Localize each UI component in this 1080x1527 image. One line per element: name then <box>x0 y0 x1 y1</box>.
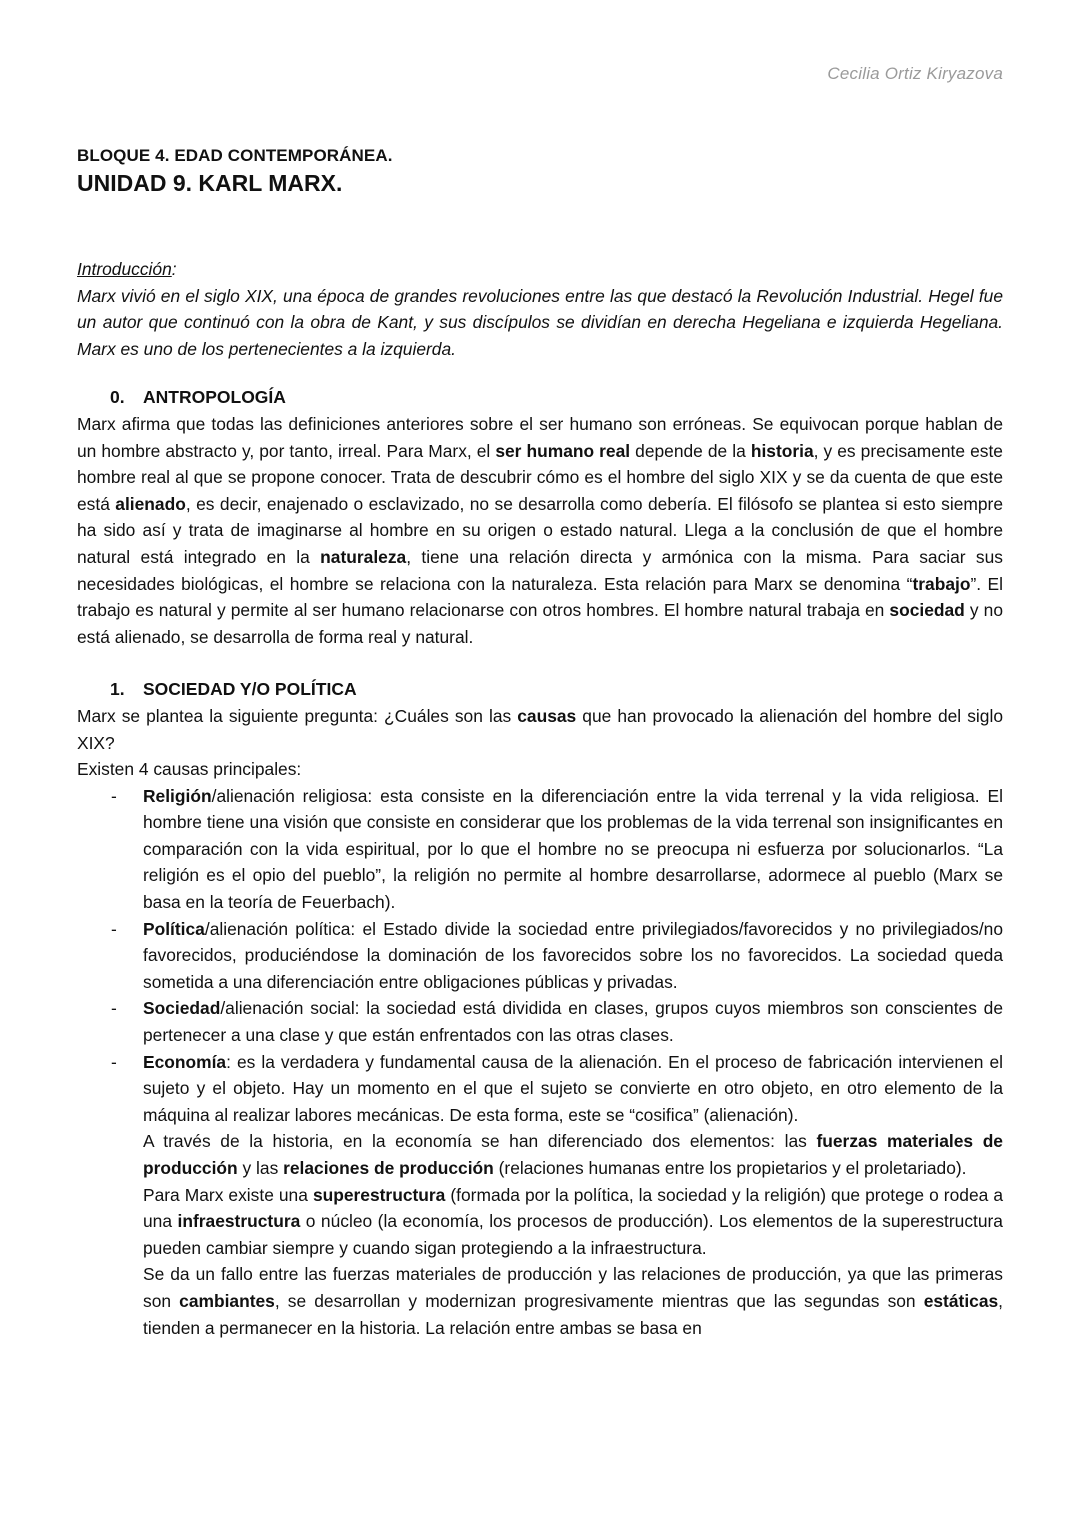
text-run: , es decir, enajenado o esclavizado, no se desarrolla como debería. El filósofo se plantea si esto siempre ha sido así y trata de imaginarse al hombre en su origen o estado natural. Llega a la conclusión de que el hombre natural está integrado en la <box>77 493 1004 567</box>
bullet-dash: - <box>111 785 117 806</box>
cause-term: Economía <box>143 1051 227 1072</box>
cause-term: Política <box>143 918 205 939</box>
text-run: y no está alienado, se desarrolla de forma real y natural. <box>77 600 1004 647</box>
text-run: (relaciones humanas entre los propietarios y el proletariado). <box>493 1158 967 1178</box>
text-run: A través de la historia, en la economía se han diferenciado dos elementos: las <box>143 1131 817 1152</box>
cause-text: : es la verdadera y fundamental causa de la alienación. En el proceso de fabricación intervienen el sujeto y el objeto. Hay un momento en el que el sujeto se convierte en otro objeto, en otro elemento de la máquina al realizar labores mecánicas. De esta forma, este se “cosifica” (alienación). <box>143 1051 1003 1125</box>
cause-item-politica <box>77 916 1003 996</box>
economia-fallo-paragraph <box>143 1261 1003 1341</box>
causes-intro: Existen 4 causas principales: <box>77 759 302 780</box>
text-run: Se da un fallo entre las fuerzas materiales de producción y las relaciones de producción, ya que las primeras son <box>143 1264 1003 1311</box>
bold-term: naturaleza <box>320 546 407 567</box>
bullet-dash: - <box>111 918 117 939</box>
text-run: Marx se plantea la siguiente pregunta: ¿Cuáles son las <box>77 705 518 726</box>
introduction-text: Marx vivió en el siglo XIX, una época de grandes revoluciones entre las que destacó la Revolución Industrial. Hegel fue un autor que continuó con la obra de Kant, y sus discípulos se dividían en derecha Hegeliana e izquierda Hegeliana. Marx es uno de los pertenecientes a la izquierda. <box>77 285 1003 359</box>
cause-term: Sociedad <box>143 998 221 1019</box>
bold-term: causas <box>517 705 577 726</box>
bold-term: fuerzas materiales de producción <box>143 1131 1003 1178</box>
text-run: (formada por la política, la sociedad y la religión) que protege o rodea a una <box>143 1184 1003 1232</box>
text-run: , y es precisamente este hombre real al que se propone conocer. Trata de descubrir cómo es el hombre del siglo XIX y se da cuenta de que este está <box>77 440 1003 514</box>
section-number: 1. <box>110 679 125 700</box>
text-run: , tiene una relación directa y armónica con la misma. Para saciar sus necesidades biológicas, el hombre se relaciona con la naturaleza. Esta relación para Marx se denomina “ <box>77 546 1003 594</box>
question-paragraph <box>77 703 1003 756</box>
page-header-author: Cecilia Ortiz Kiryazova <box>827 64 1003 83</box>
bullet-dash: - <box>111 1051 117 1072</box>
unit-title: UNIDAD 9. KARL MARX. <box>77 170 343 196</box>
text-run: , se desarrollan y modernizan progresivamente mientras que las segundas son <box>274 1290 924 1311</box>
text-run: ”. El trabajo es natural y permite al ser humano relacionarse con otros hombres. El hombre natural trabaja en <box>77 573 1003 621</box>
cause-text: /alienación política: el Estado divide la sociedad entre privilegiados/favorecidos y no privilegiados/no favorecidos, produciéndose la dominación de los favorecidos sobre los no favorecidos. La sociedad queda sometida a una diferenciación entre obligaciones públicas y privadas. <box>143 918 1003 992</box>
document-body <box>77 144 1003 1341</box>
section-number: 0. <box>110 387 125 408</box>
introduction <box>77 256 1003 362</box>
text-run: que han provocado la alienación del hombre del siglo XIX? <box>77 705 1003 753</box>
economia-fuerzas-paragraph <box>143 1128 1003 1181</box>
text-run: Marx afirma que todas las definiciones anteriores sobre el ser humano son erróneas. Se equivocan porque hablan de un hombre abstracto y, por tanto, irreal. Para Marx, el <box>77 413 1003 461</box>
bold-term: cambiantes <box>179 1290 275 1311</box>
bold-term: trabajo <box>912 573 971 594</box>
antropologia-paragraph <box>77 411 1003 650</box>
text-run: y las <box>237 1158 284 1178</box>
bold-term: sociedad <box>889 600 965 621</box>
economia-superestructura-paragraph <box>143 1182 1003 1262</box>
section-title: SOCIEDAD Y/O POLÍTICA <box>143 679 357 700</box>
text-run: o núcleo (la economía, los procesos de producción). Los elementos de la superestructura pueden cambiar siempre y cuando sigan protegiendo a la infraestructura. <box>143 1211 1003 1258</box>
bold-term: ser humano real <box>495 440 631 461</box>
cause-term: Religión <box>143 785 212 806</box>
text-run: depende de la <box>630 440 751 461</box>
block-title: BLOQUE 4. EDAD CONTEMPORÁNEA. <box>77 146 393 165</box>
cause-text: /alienación religiosa: esta consiste en la diferenciación entre la vida terrenal y la vida religiosa. El hombre tiene una visión que consiste en considerar que los problemas de la vida terrenal son insignificantes en comparación con la vida espiritual, por lo que el hombre no se preocupa ni esfuerza por solucionarlos. “La religión es el opio del pueblo”, la religión no permite al hombre desarrollarse, adormece al pueblo (Marx se basa en la teoría de Feuerbach). <box>143 785 1003 913</box>
section-title: ANTROPOLOGÍA <box>143 387 286 408</box>
bold-term: alienado <box>115 493 186 514</box>
cause-item-economia <box>77 1049 1003 1342</box>
bold-term: superestructura <box>312 1184 446 1205</box>
cause-item-sociedad <box>77 995 1003 1048</box>
introduction-label: Introducción <box>77 259 172 279</box>
bold-term: infraestructura <box>177 1211 301 1232</box>
causes-list <box>77 783 1003 1341</box>
section-heading-antropologia <box>77 384 1003 411</box>
cause-item-religion <box>77 783 1003 916</box>
section-heading-sociedad-politica <box>77 676 1003 703</box>
bold-term: historia <box>750 440 814 461</box>
bullet-dash: - <box>111 998 117 1019</box>
text-run: Para Marx existe una <box>143 1184 313 1205</box>
introduction-label-colon: : <box>171 259 177 279</box>
text-run: , tienden a permanecer en la historia. La relación entre ambas se basa en <box>143 1290 1004 1338</box>
introduction-heading <box>77 256 1003 283</box>
cause-text: /alienación social: la sociedad está dividida en clases, grupos cuyos miembros son conscientes de pertenecer a una clase y que están enfrentados con las otras clases. <box>143 998 1003 1046</box>
bold-term: estáticas <box>923 1290 999 1311</box>
bold-term: relaciones de producción <box>283 1158 494 1178</box>
